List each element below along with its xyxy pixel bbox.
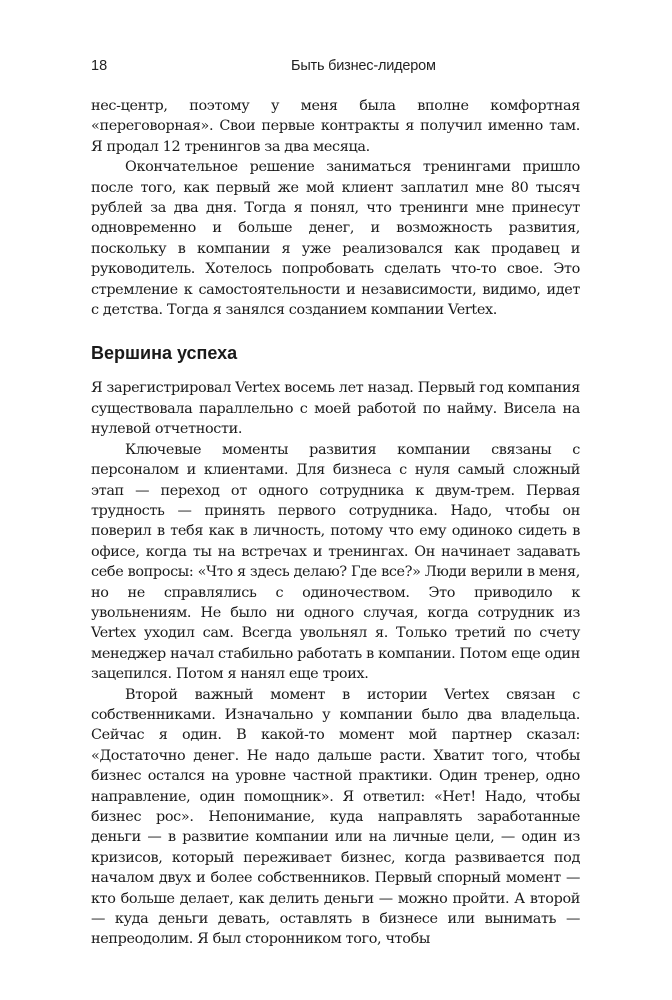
section-heading: Вершина успеха xyxy=(91,343,238,364)
paragraph: Второй важный момент в истории Vertex связан с собственниками. Изначально у компании было два владельца. Сейчас я один. В какой-то момент мой партнер сказал: «Достаточно денег. Не надо дальше расти. Хватит того, чтобы бизнес остался на уровне частной практики. Один тренер, одно направление, один помощник». Я ответил: «Нет! Надо, чтобы бизнес рос». Непонимание, куда направлять заработанные деньги — в развитие компании или на личные цели, — один из кризисов, который переживает бизнес, когда развивается под началом двух и более собственников. Первый спорный момент — кто больше делает, как делить деньги — можно пройти. А второй — куда деньги девать, оставлять в бизнесе или вынимать — непреодолим. Я был сторонником того, чтобы xyxy=(91,686,580,948)
running-header xyxy=(91,56,581,80)
paragraph: Ключевые моменты развития компании связаны с персоналом и клиентами. Для бизнеса с нуля самый сложный этап — переход от одного сотрудника к двум-трем. Первая трудность — принять первого сотрудника. Надо, чтобы он поверил в тебя как в личность, потому что ему одиноко сидеть в офисе, когда ты на встречах и тренингах. Он начинает задавать себе вопросы: «Что я здесь делаю? Где все?» Люди верили в меня, но не справлялись с одиночеством. Это приводило к увольнениям. Не было ни одного случая, когда сотрудник из Vertex уходил сам. Всегда увольнял я. Только третий по счету менеджер начал стабильно работать в компании. Потом еще один зацепился. Потом я нанял еще троих. xyxy=(91,441,581,683)
page-number: 18 xyxy=(91,58,108,74)
paragraph: нес-центр, поэтому у меня была вполне комфортная «переговорная». Свои первые контракты я получил именно там. Я продал 12 тренингов за два месяца. xyxy=(91,98,580,155)
page-body xyxy=(91,96,580,950)
paragraph: Я зарегистрировал Vertex восемь лет назад. Первый год компания существовала параллельно с моей работой по найму. Висела на нулевой отчетности. xyxy=(91,380,581,438)
paragraph: Окончательное решение заниматься тренингами пришло после того, как первый же мой клиент заплатил мне 80 тысяч рублей за два дня. Тогда я понял, что тренинги мне принесут одновременно и больше денег, и возможность развития, поскольку в компании я уже реализовался как продавец и руководитель. Хотелось попробовать сделать что-то свое. Это стремление к самостоятельности и независимости, видимо, идет с детства. Тогда я занялся созданием компании Vertex. xyxy=(91,159,580,319)
running-title: Быть бизнес-лидером xyxy=(291,58,436,74)
